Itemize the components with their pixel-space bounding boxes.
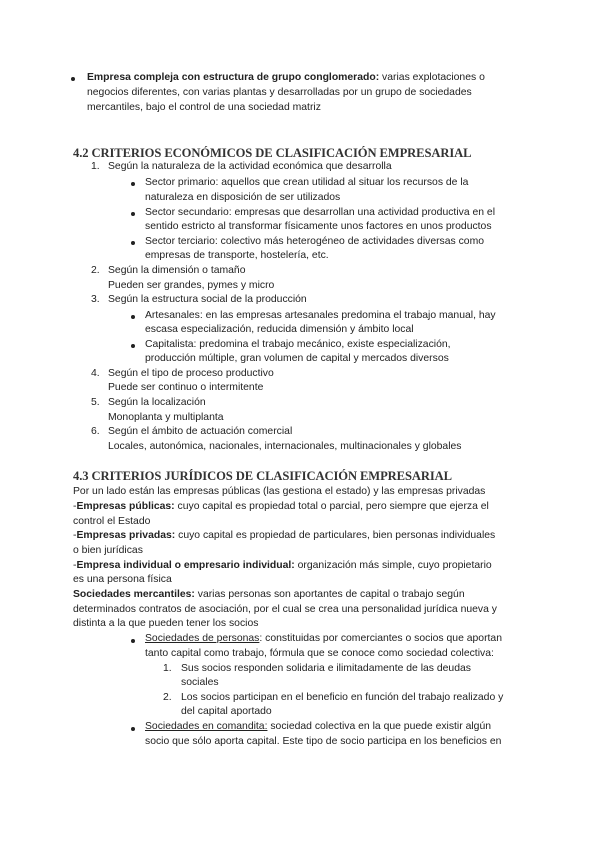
publicas-line-1: -Empresas públicas: cuyo capital es propiedad total o parcial, pero siempre que ejerza el xyxy=(73,501,489,512)
section-43-intro: Por un lado están las empresas públicas (las gestiona el estado) y las empresas privadas xyxy=(73,486,486,497)
publicas-line-2: control el Estado xyxy=(73,516,151,527)
item-4-number: 4. xyxy=(91,368,100,379)
intro-line-3: mercantiles, bajo el control de una sociedad matriz xyxy=(87,102,321,113)
individual-line-2: es una persona física xyxy=(73,574,172,585)
bullet-icon xyxy=(131,212,135,216)
item-4-text: Según el tipo de proceso productivo xyxy=(108,368,274,379)
item-6-detail: Locales, autonómica, nacionales, internacionales, multinacionales y globales xyxy=(108,441,462,452)
personas-line-2: tanto capital como trabajo, fórmula que se conoce como sociedad colectiva: xyxy=(145,648,494,659)
sub-3-1-line-1: Artesanales: en las empresas artesanales predomina el trabajo manual, hay xyxy=(145,310,496,321)
personas-point-1-line-1: Sus socios responden solidaria e ilimitadamente de las deudas xyxy=(181,663,471,674)
bullet-icon xyxy=(131,344,135,348)
item-1-number: 1. xyxy=(91,161,100,172)
intro-line-1: Empresa compleja con estructura de grupo conglomerado: varias explotaciones o xyxy=(87,72,485,83)
bullet-icon xyxy=(71,77,75,81)
mercantiles-line-1: Sociedades mercantiles: varias personas son aportantes de capital o trabajo según xyxy=(73,589,465,600)
item-3-text: Según la estructura social de la producción xyxy=(108,294,307,305)
sub-1-2-line-2: sentido estricto al transformar físicamente unos factores en unos productos xyxy=(145,221,492,232)
sub-1-2-line-1: Sector secundario: empresas que desarrollan una actividad productiva en el xyxy=(145,207,496,218)
item-5-number: 5. xyxy=(91,397,100,408)
sub-3-1-line-2: escasa especialización, reducida dimensión y ámbito local xyxy=(145,324,414,335)
personas-point-2-line-1: Los socios participan en el beneficio en función del trabajo realizado y xyxy=(181,692,504,703)
personas-point-1-line-2: sociales xyxy=(181,677,219,688)
bullet-icon xyxy=(131,315,135,319)
sub-3-2-line-1: Capitalista: predomina el trabajo mecánico, existe especialización, xyxy=(145,339,451,350)
individual-line-1: -Empresa individual o empresario individual: organización más simple, cuyo propietario xyxy=(73,560,492,571)
item-2-text: Según la dimensión o tamaño xyxy=(108,265,246,276)
personas-point-2-line-2: del capital aportado xyxy=(181,706,272,717)
personas-point-2-number: 2. xyxy=(163,692,172,703)
comandita-line-1: Sociedades en comandita: sociedad colectiva en la que puede existir algún xyxy=(145,721,492,732)
item-2-number: 2. xyxy=(91,265,100,276)
intro-line-2: negocios diferentes, con varias plantas y desarrolladas por un grupo de sociedades xyxy=(87,87,472,98)
item-1-text: Según la naturaleza de la actividad económica que desarrolla xyxy=(108,161,392,172)
section-42-heading: 4.2 CRITERIOS ECONÓMICOS DE CLASIFICACIÓN EMPRESARIAL xyxy=(73,146,472,160)
privadas-line-2: o bien jurídicas xyxy=(73,545,143,556)
item-4-detail: Puede ser continuo o intermitente xyxy=(108,382,264,393)
bullet-icon xyxy=(131,727,135,731)
intro-bold: Empresa compleja con estructura de grupo conglomerado: xyxy=(87,72,380,83)
personas-line-1: Sociedades de personas: constituidas por comerciantes o socios que aportan xyxy=(145,633,502,644)
sub-3-2-line-2: producción múltiple, gran volumen de capital y mercados diversos xyxy=(145,353,449,364)
mercantiles-line-2: determinados contratos de asociación, por el cual se crea una personalidad jurídica nueva y xyxy=(73,604,497,615)
comandita-line-2: socio que sólo aporta capital. Este tipo de socio participa en los beneficios en xyxy=(145,736,502,747)
sub-1-3-line-1: Sector terciario: colectivo más heterogéneo de actividades diversas como xyxy=(145,236,485,247)
bullet-icon xyxy=(131,182,135,186)
personas-point-1-number: 1. xyxy=(163,663,172,674)
mercantiles-line-3: distinta a la que pueden tener los socios xyxy=(73,618,259,629)
sub-1-1-line-2: naturaleza en disposición de ser utilizados xyxy=(145,192,341,203)
item-5-detail: Monoplanta y multiplanta xyxy=(108,412,224,423)
item-6-number: 6. xyxy=(91,426,100,437)
item-6-text: Según el ámbito de actuación comercial xyxy=(108,426,293,437)
bullet-icon xyxy=(131,639,135,643)
item-3-number: 3. xyxy=(91,294,100,305)
bullet-icon xyxy=(131,241,135,245)
sub-1-1-line-1: Sector primario: aquellos que crean utilidad al situar los recursos de la xyxy=(145,177,469,188)
sub-1-3-line-2: empresas de transporte, hostelería, etc. xyxy=(145,250,329,261)
section-43-heading: 4.3 CRITERIOS JURÍDICOS DE CLASIFICACIÓN EMPRESARIAL xyxy=(73,469,452,483)
item-5-text: Según la localización xyxy=(108,397,206,408)
privadas-line-1: -Empresas privadas: cuyo capital es propiedad de particulares, bien personas individuales xyxy=(73,530,496,541)
item-2-detail: Pueden ser grandes, pymes y micro xyxy=(108,280,275,291)
